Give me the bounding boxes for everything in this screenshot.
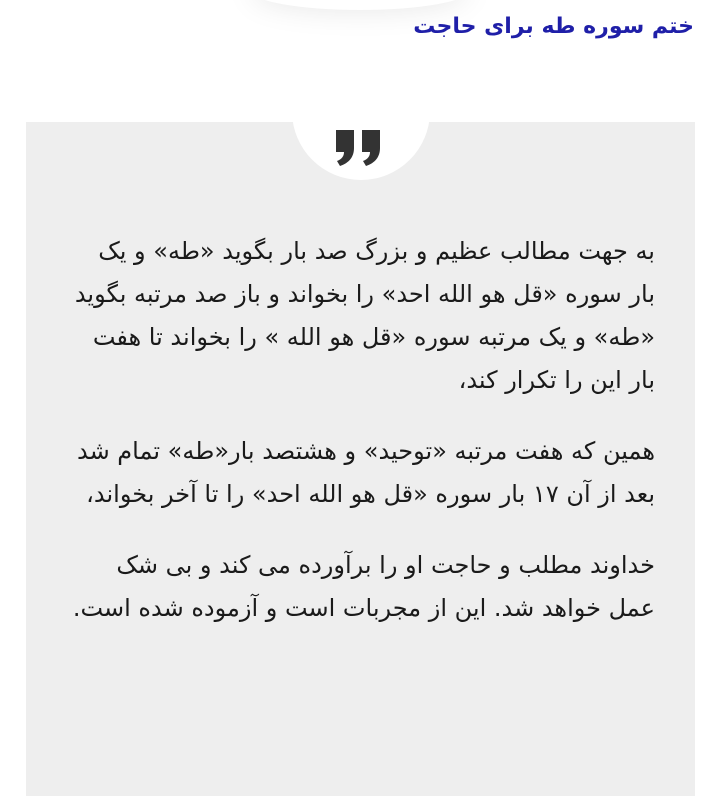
page-title: ختم سوره طه برای حاجت	[413, 14, 694, 39]
quote-paragraph-1: به جهت مطالب عظیم و بزرگ صد بار بگوید «طه» و یک بار سوره «قل هو الله احد» را بخواند و باز صد مرتبه بگوید «طه» و یک مرتبه سوره «قل هو الله » را بخواند تا هفت بار این را تکرار کند،	[74, 237, 655, 394]
quote-mark-icon	[334, 128, 384, 168]
quote-paragraph-3: خداوند مطلب و حاجت او را برآورده می کند و بی شک عمل خواهد شد. این از مجربات است و آزموده شده است.	[72, 551, 655, 622]
quote-box	[26, 122, 695, 796]
quote-text	[66, 230, 655, 658]
quote-paragraph-2: همین که هفت مرتبه «توحید» و هشتصد بار«طه» تمام شد بعد از آن ۱۷ بار سوره «قل هو الله احد» را تا آخر بخواند،	[76, 437, 655, 508]
top-shadow-decoration	[250, 0, 470, 10]
